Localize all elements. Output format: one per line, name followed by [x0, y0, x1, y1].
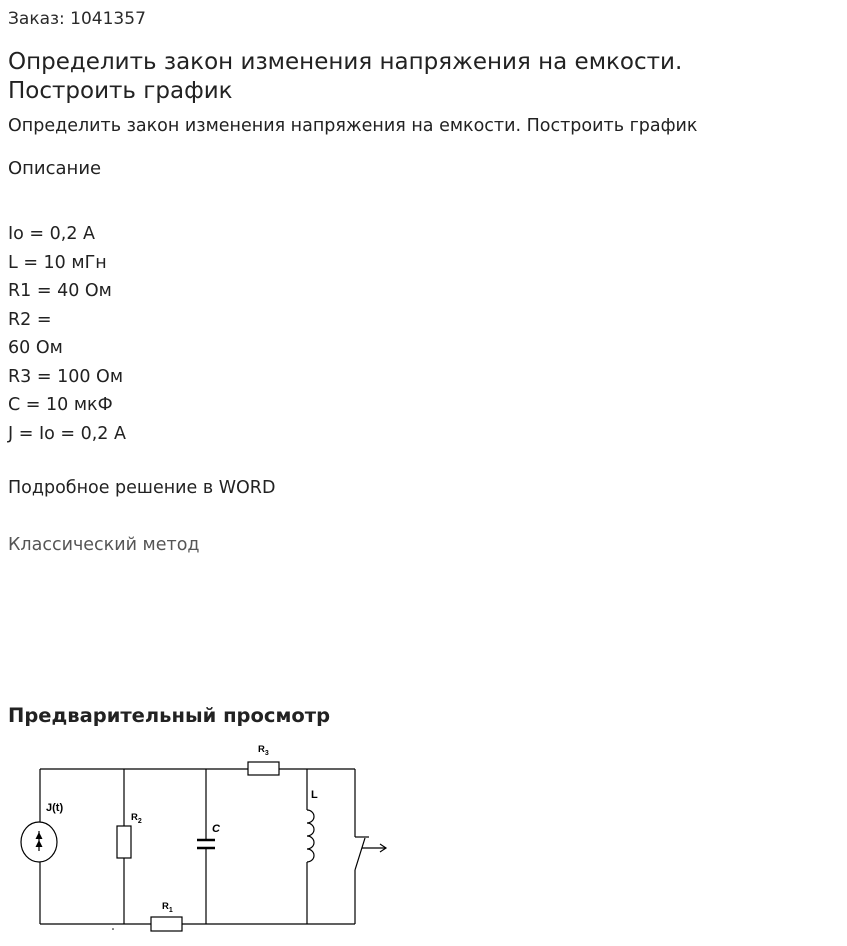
resistor-r3-icon — [248, 762, 279, 775]
parameter-line: 60 Ом — [8, 338, 63, 358]
r3-label: $R_3$ — [258, 744, 269, 757]
parameter-line: R3 = 100 Ом — [8, 366, 124, 387]
r1-label: $R_1$ — [162, 901, 173, 914]
parameter-line: C = 10 мкФ — [8, 395, 113, 415]
method-label: Классический метод — [8, 535, 200, 555]
inductor-icon — [307, 810, 314, 862]
parameter-line: R2 = — [8, 309, 52, 330]
parameter-line: R1 = 40 Ом — [8, 281, 112, 301]
capacitor-icon — [197, 840, 215, 848]
parameter-line: Io = 0,2 А — [8, 224, 96, 244]
resistor-r1-icon — [151, 917, 182, 931]
circuit-schematic — [14, 738, 394, 938]
description-heading: Описание — [8, 158, 102, 179]
resistor-r2-icon — [117, 826, 131, 858]
order-number: Заказ: 1041357 — [8, 9, 146, 29]
page-title: Определить закон изменения напряжения на емкости. Построить график — [8, 49, 683, 104]
inductor-label: L — [311, 789, 318, 801]
solution-note: Подробное решение в WORD — [8, 478, 276, 498]
parameter-line: J = Io = 0,2 А — [8, 423, 126, 444]
current-source-icon — [21, 822, 57, 862]
page-subtitle: Определить закон изменения напряжения на емкости. Построить график — [8, 116, 698, 136]
source-label: J(t) — [46, 802, 64, 814]
parameters-list — [8, 220, 126, 448]
switch-icon — [355, 837, 386, 870]
parameter-line: L = 10 мГн — [8, 252, 107, 273]
capacitor-label: C — [212, 823, 220, 835]
preview-heading: Предварительный просмотр — [8, 704, 331, 727]
r2-label: $R_2$ — [131, 812, 142, 825]
